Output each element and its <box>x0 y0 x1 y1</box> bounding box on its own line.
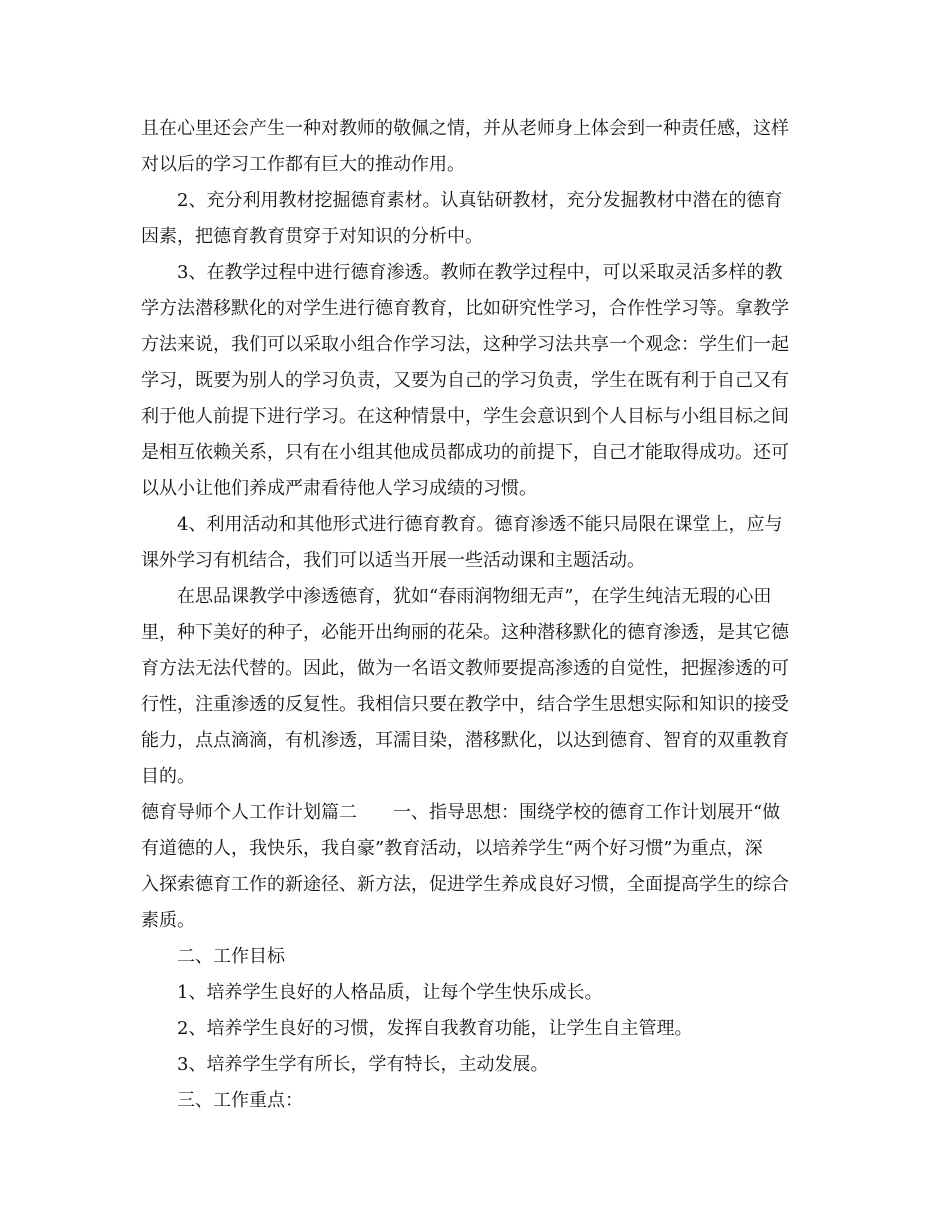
text-line: 能力，点点滴滴，有机渗透，耳濡目染，潜移默化，以达到德育、智育的双重教育 <box>141 730 789 751</box>
text-line: 目的。 <box>141 766 195 787</box>
list-item: 1、培养学生良好的人格品质，让每个学生快乐成长。 <box>177 982 603 1003</box>
text-line: 有道德的人，我快乐，我自豪”教育活动，以培养学生“两个好习惯”为重点，深 <box>141 838 763 859</box>
document-body <box>141 111 813 1119</box>
text-line: 素质。 <box>141 910 195 931</box>
text-line: 入探索德育工作的新途径、新方法，促进学生养成良好习惯，全面提高学生的综合 <box>141 874 789 895</box>
list-item: 2、培养学生良好的习惯，发挥自我教育功能，让学生自主管理。 <box>177 1018 693 1039</box>
text-line: 学习，既要为别人的学习负责，又要为自己的学习负责，学生在既有利于自己又有 <box>141 370 789 391</box>
text-line: 在思品课教学中渗透德育，犹如“春雨润物细无声”，在学生纯洁无瑕的心田 <box>177 586 772 607</box>
text-line: 行性，注重渗透的反复性。我相信只要在教学中，结合学生思想实际和知识的接受 <box>141 694 789 715</box>
text-line: 课外学习有机结合，我们可以适当开展一些活动课和主题活动。 <box>141 550 645 571</box>
text-line: 3、在教学过程中进行德育渗透。教师在教学过程中，可以采取灵活多样的教 <box>177 262 783 283</box>
text-line: 2、充分利用教材挖掘德育素材。认真钻研教材，充分发掘教材中潜在的德育 <box>177 190 783 211</box>
text-line: 且在心里还会产生一种对教师的敬佩之情，并从老师身上体会到一种责任感，这样 <box>141 118 789 139</box>
text-line: 对以后的学习工作都有巨大的推动作用。 <box>141 154 465 175</box>
section-heading-line: 德育导师个人工作计划篇二 一、指导思想：围绕学校的德育工作计划展开“做 <box>141 802 781 823</box>
text-line: 里，种下美好的种子，必能开出绚丽的花朵。这种潜移默化的德育渗透，是其它德 <box>141 622 789 643</box>
text-line: 是相互依赖关系，只有在小组其他成员都成功的前提下，自己才能取得成功。还可 <box>141 442 789 463</box>
text-line: 4、利用活动和其他形式进行德育教育。德育渗透不能只局限在课堂上，应与 <box>177 514 783 535</box>
text-line: 学方法潜移默化的对学生进行德育教育，比如研究性学习，合作性学习等。拿教学 <box>141 298 789 319</box>
list-item: 3、培养学生学有所长，学有特长，主动发展。 <box>177 1054 549 1075</box>
section-heading: 二、工作目标 <box>177 946 285 967</box>
text-line: 方法来说，我们可以采取小组合作学习法，这种学习法共享一个观念：学生们一起 <box>141 334 789 355</box>
text-line: 利于他人前提下进行学习。在这种情景中，学生会意识到个人目标与小组目标之间 <box>141 406 789 427</box>
section-heading: 三、工作重点： <box>177 1090 303 1111</box>
text-line: 因素，把德育教育贯穿于对知识的分析中。 <box>141 226 483 247</box>
text-line: 以从小让他们养成严肃看待他人学习成绩的习惯。 <box>141 478 537 499</box>
text-line: 育方法无法代替的。因此，做为一名语文教师要提高渗透的自觉性，把握渗透的可 <box>141 658 789 679</box>
